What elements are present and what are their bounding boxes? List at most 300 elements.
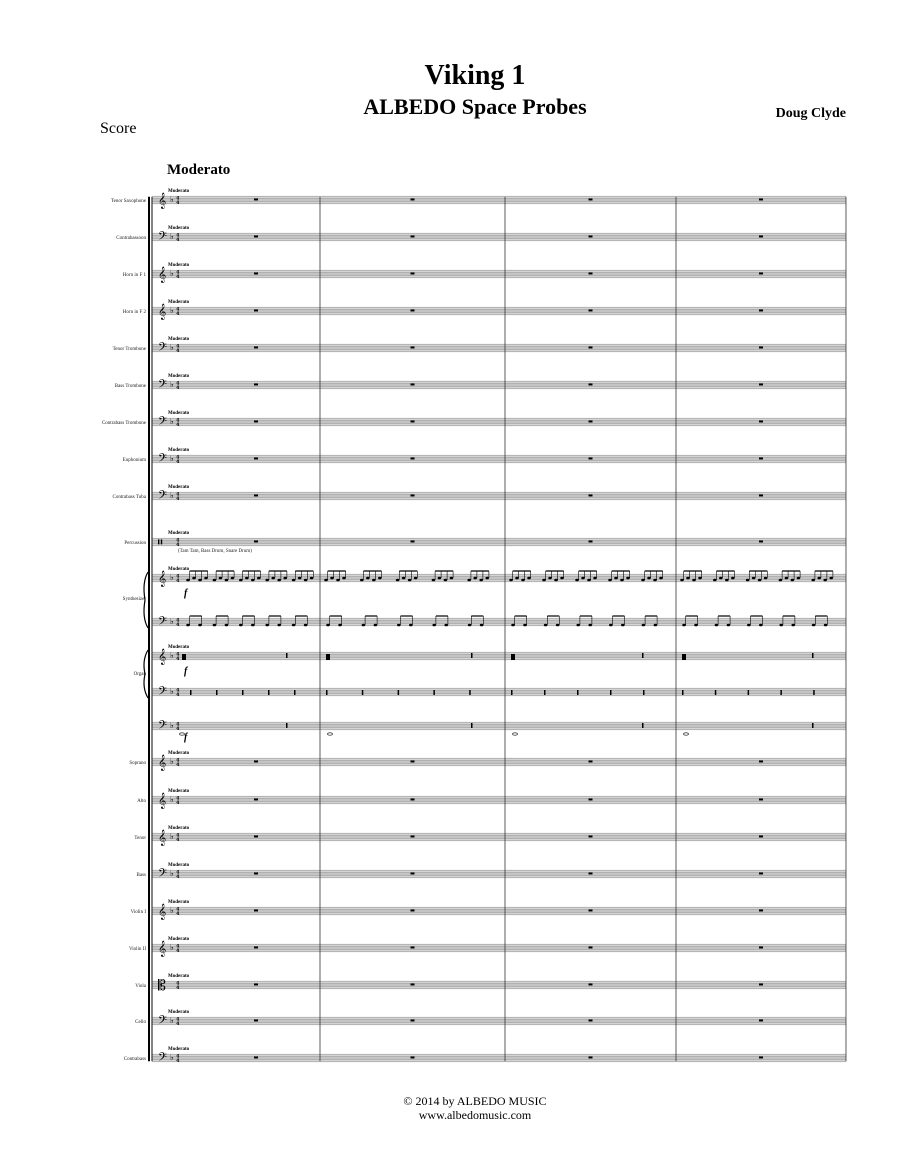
note-head	[467, 579, 471, 582]
note-head	[366, 577, 370, 580]
note-head	[779, 579, 783, 582]
whole-rest	[254, 761, 258, 763]
note-head	[719, 577, 723, 580]
note-head	[785, 577, 789, 580]
whole-rest	[759, 421, 763, 423]
clef-bass: 𝄢	[158, 1051, 168, 1067]
note-head	[521, 579, 525, 582]
note-head	[694, 624, 698, 627]
staff	[152, 719, 846, 743]
instrument-name: Euphonium	[122, 458, 146, 463]
dynamic-marking: f	[184, 732, 188, 743]
staff-tempo: Moderato	[168, 263, 190, 268]
rest	[715, 690, 717, 695]
whole-rest	[759, 910, 763, 912]
rest	[242, 690, 244, 695]
note-head	[715, 624, 719, 627]
staff	[134, 645, 846, 677]
whole-rest	[254, 984, 258, 986]
key-flat: ♭	[170, 269, 174, 278]
staff-tempo: Moderato	[168, 1010, 190, 1015]
whole-rest	[589, 947, 593, 949]
time-sig-bottom: 4	[176, 459, 180, 465]
page-footer	[0, 1094, 900, 1122]
key-flat: ♭	[170, 343, 174, 352]
whole-rest	[759, 799, 763, 801]
time-sig-top: 4	[176, 269, 180, 276]
note-head	[186, 579, 190, 582]
whole-rest	[759, 761, 763, 763]
instrument-name: Percussion	[124, 541, 146, 546]
note-head	[231, 577, 235, 580]
time-sig-top: 4	[176, 651, 180, 658]
time-sig-bottom: 4	[176, 422, 180, 428]
whole-rest	[411, 310, 415, 312]
clef-bass: 𝄢	[158, 415, 168, 431]
instrument-name: Horn in F 1	[122, 273, 146, 278]
staff-tempo: Moderato	[168, 1047, 190, 1052]
note-head	[372, 579, 376, 582]
whole-rest	[759, 310, 763, 312]
note-head	[342, 577, 346, 580]
whole-rest	[411, 458, 415, 460]
whole-rest	[589, 421, 593, 423]
note-head	[245, 577, 249, 580]
rest	[643, 690, 645, 695]
staff	[135, 974, 846, 994]
staff	[102, 411, 846, 431]
note-head	[378, 577, 382, 580]
time-sig-bottom: 4	[176, 348, 180, 354]
clef-bass: 𝄢	[158, 452, 168, 468]
note-head	[450, 577, 454, 580]
time-sig-top: 4	[176, 617, 180, 624]
note-head	[186, 624, 190, 627]
piece-title: Viking 1	[424, 60, 526, 91]
time-sig-top: 4	[176, 687, 180, 694]
whole-rest	[254, 836, 258, 838]
whole-rest	[759, 199, 763, 201]
note-head	[473, 577, 477, 580]
note-head	[746, 579, 750, 582]
rest	[471, 723, 473, 728]
note-head	[523, 624, 527, 627]
instrument-name: Violin II	[128, 947, 146, 952]
instrument-name: Bass Trombone	[114, 384, 146, 389]
note-head	[764, 577, 768, 580]
staff	[123, 448, 846, 468]
note-head	[797, 577, 801, 580]
note-head	[682, 624, 686, 627]
staff	[134, 826, 846, 846]
clef-alto: 𝄡	[158, 978, 166, 994]
clef-percussion: 𝄥	[158, 535, 163, 551]
instrument-name: Tenor	[134, 836, 146, 841]
whole-rest	[589, 836, 593, 838]
staff	[152, 615, 846, 631]
note-head	[812, 624, 816, 627]
staff	[124, 531, 846, 554]
whole-rest	[589, 1057, 593, 1059]
rest	[812, 723, 814, 728]
dynamic-marking: f	[184, 666, 188, 677]
note-head	[824, 624, 828, 627]
instrument-name: Horn in F 2	[122, 310, 146, 315]
whole-rest	[254, 1057, 258, 1059]
note-head	[239, 624, 243, 627]
note-head	[654, 624, 658, 627]
rest	[682, 690, 684, 695]
whole-rest	[411, 541, 415, 543]
note-head	[609, 624, 613, 627]
whole-rest	[254, 799, 258, 801]
whole-rest	[254, 421, 258, 423]
rest	[780, 690, 782, 695]
whole-rest	[589, 761, 593, 763]
key-flat: ♭	[170, 617, 174, 626]
note-head	[257, 577, 261, 580]
score-label: Score	[100, 120, 137, 137]
staff	[129, 751, 846, 771]
note-head	[402, 577, 406, 580]
whole-rest	[411, 910, 415, 912]
instrument-name: Organ	[133, 672, 146, 677]
note-head	[485, 577, 489, 580]
whole-rest	[254, 384, 258, 386]
time-sig-top: 4	[176, 943, 180, 950]
time-sig-top: 4	[176, 1053, 180, 1060]
note-head	[304, 624, 308, 627]
note-head	[292, 579, 296, 582]
note-head	[548, 577, 552, 580]
note-head	[432, 579, 436, 582]
staff-tempo: Moderato	[168, 531, 190, 536]
whole-rest	[759, 347, 763, 349]
whole-rest	[411, 873, 415, 875]
note-head	[479, 579, 483, 582]
note-head	[468, 624, 472, 627]
time-sig-top: 4	[176, 195, 180, 202]
rest	[748, 690, 750, 695]
staff-tempo: Moderato	[168, 863, 190, 868]
whole-rest	[411, 761, 415, 763]
time-sig-top: 4	[176, 795, 180, 802]
clef-bass: 𝄢	[158, 378, 168, 394]
note-head	[614, 577, 618, 580]
note-head	[283, 577, 287, 580]
note-head	[396, 579, 400, 582]
note-head	[408, 579, 412, 582]
staff-tempo: Moderato	[168, 789, 190, 794]
whole-rest	[254, 541, 258, 543]
whole-note	[684, 733, 689, 735]
time-sig-bottom: 4	[176, 1021, 180, 1027]
chord	[682, 654, 686, 660]
note-head	[277, 579, 281, 582]
note-head	[556, 624, 560, 627]
whole-rest	[411, 236, 415, 238]
key-flat: ♭	[170, 721, 174, 730]
whole-rest	[411, 495, 415, 497]
time-sig-top: 4	[176, 537, 180, 544]
time-sig-bottom: 4	[176, 311, 180, 317]
key-flat: ♭	[170, 573, 174, 582]
clef-bass: 𝄢	[158, 489, 168, 505]
time-sig-bottom: 4	[176, 496, 180, 502]
rest	[268, 690, 270, 695]
whole-rest	[759, 947, 763, 949]
clef-treble: 𝄞	[158, 571, 167, 587]
whole-rest	[254, 273, 258, 275]
copyright-notice: © 2014 by ALBEDO MUSIC	[403, 1094, 547, 1108]
note-head	[509, 579, 513, 582]
time-sig-bottom: 4	[176, 948, 180, 954]
whole-rest	[759, 273, 763, 275]
note-head	[642, 624, 646, 627]
instrument-name: Violin I	[130, 910, 146, 915]
whole-rest	[589, 236, 593, 238]
rest	[286, 723, 288, 728]
note-head	[438, 577, 442, 580]
instrument-name: Alto	[137, 799, 146, 804]
clef-treble: 𝄞	[158, 304, 167, 320]
rest	[544, 690, 546, 695]
key-flat: ♭	[170, 454, 174, 463]
note-head	[621, 624, 625, 627]
note-head	[725, 579, 729, 582]
staff	[123, 263, 846, 283]
note-head	[219, 577, 223, 580]
clef-treble: 𝄞	[158, 267, 167, 283]
note-head	[791, 624, 795, 627]
time-sig-bottom: 4	[176, 692, 180, 698]
rest	[294, 690, 296, 695]
whole-rest	[589, 384, 593, 386]
whole-rest	[589, 799, 593, 801]
whole-rest	[589, 273, 593, 275]
clef-bass: 𝄢	[158, 230, 168, 246]
note-head	[779, 624, 783, 627]
whole-rest	[254, 199, 258, 201]
publisher-url: www.albedomusic.com	[418, 1108, 532, 1122]
note-head	[292, 624, 296, 627]
time-sig-top: 4	[176, 869, 180, 876]
time-sig-bottom: 4	[176, 200, 180, 206]
whole-rest	[759, 458, 763, 460]
note-head	[515, 577, 519, 580]
note-head	[692, 579, 696, 582]
time-sig-top: 4	[176, 832, 180, 839]
whole-rest	[759, 836, 763, 838]
key-flat: ♭	[170, 832, 174, 841]
instrument-name: Bass	[136, 873, 146, 878]
note-head	[817, 577, 821, 580]
note-head	[204, 577, 208, 580]
whole-rest	[759, 1057, 763, 1059]
note-head	[791, 579, 795, 582]
time-sig-top: 4	[176, 454, 180, 461]
rest	[286, 653, 288, 658]
whole-note	[513, 733, 518, 735]
note-head	[360, 579, 364, 582]
whole-rest	[759, 1020, 763, 1022]
clef-treble: 𝄞	[158, 649, 167, 665]
whole-rest	[411, 799, 415, 801]
instrument-name: Contrabassoon	[116, 236, 146, 241]
clef-bass: 𝄢	[158, 1014, 168, 1030]
time-sig-bottom: 4	[176, 762, 180, 768]
clef-treble: 𝄞	[158, 193, 167, 209]
rest	[433, 690, 435, 695]
rest	[812, 653, 814, 658]
whole-rest	[411, 836, 415, 838]
whole-rest	[411, 347, 415, 349]
note-head	[198, 579, 202, 582]
whole-rest	[589, 347, 593, 349]
time-sig-top: 4	[176, 757, 180, 764]
time-sig-top: 4	[176, 306, 180, 313]
whole-rest	[254, 495, 258, 497]
note-head	[265, 579, 269, 582]
time-sig-top: 4	[176, 232, 180, 239]
note-head	[581, 577, 585, 580]
note-head	[593, 577, 597, 580]
whole-rest	[254, 910, 258, 912]
whole-rest	[759, 541, 763, 543]
note-head	[713, 579, 717, 582]
note-head	[444, 579, 448, 582]
staff-tempo: Moderato	[168, 937, 190, 942]
note-head	[544, 624, 548, 627]
staff-tempo: Moderato	[168, 974, 190, 979]
staff-tempo: Moderato	[168, 900, 190, 905]
note-head	[587, 579, 591, 582]
staff-tempo: Moderato	[168, 751, 190, 756]
whole-rest	[254, 873, 258, 875]
clef-bass: 𝄢	[158, 867, 168, 883]
key-flat: ♭	[170, 795, 174, 804]
whole-rest	[254, 236, 258, 238]
note-head	[747, 624, 751, 627]
note-head	[310, 577, 314, 580]
instrument-name: Cello	[135, 1020, 146, 1025]
time-sig-bottom: 4	[176, 656, 180, 662]
clef-bass: 𝄢	[158, 719, 168, 735]
note-head	[659, 577, 663, 580]
staff-tempo: Moderato	[168, 826, 190, 831]
staff-tempo: Moderato	[168, 448, 190, 453]
chord	[511, 654, 515, 660]
time-sig-top: 4	[176, 906, 180, 913]
whole-rest	[411, 273, 415, 275]
note-head	[225, 624, 229, 627]
whole-rest	[759, 384, 763, 386]
key-flat: ♭	[170, 687, 174, 696]
instrument-name: Viola	[135, 984, 146, 989]
whole-rest	[759, 236, 763, 238]
staff	[115, 374, 846, 394]
staff-tempo: Moderato	[168, 374, 190, 379]
whole-rest	[589, 984, 593, 986]
note-head	[680, 579, 684, 582]
staff	[137, 789, 846, 809]
staff-tempo: Moderato	[168, 567, 190, 572]
rest	[469, 690, 471, 695]
instrument-name: Contrabass	[123, 1057, 146, 1062]
whole-rest	[254, 310, 258, 312]
note-head	[239, 579, 243, 582]
key-flat: ♭	[170, 906, 174, 915]
staff	[113, 485, 846, 505]
note-head	[527, 577, 531, 580]
time-sig-top: 4	[176, 721, 180, 728]
time-sig-top: 4	[176, 343, 180, 350]
time-sig-bottom: 4	[176, 800, 180, 806]
time-sig-bottom: 4	[176, 274, 180, 280]
staff-tempo: Moderato	[168, 485, 190, 490]
staff	[137, 863, 846, 883]
staff	[131, 900, 846, 920]
key-flat: ♭	[170, 1016, 174, 1025]
staff	[152, 685, 846, 701]
time-sig-bottom: 4	[176, 985, 180, 991]
time-sig-bottom: 4	[176, 237, 180, 243]
composer-name: Doug Clyde	[775, 106, 846, 121]
note-head	[330, 577, 334, 580]
note-head	[192, 577, 196, 580]
note-head	[560, 577, 564, 580]
whole-rest	[589, 1020, 593, 1022]
key-flat: ♭	[170, 757, 174, 766]
key-flat: ♭	[170, 380, 174, 389]
whole-rest	[589, 495, 593, 497]
whole-rest	[759, 873, 763, 875]
staff	[129, 937, 846, 957]
note-head	[626, 577, 630, 580]
note-head	[575, 579, 579, 582]
key-flat: ♭	[170, 195, 174, 204]
note-head	[298, 577, 302, 580]
time-sig-top: 4	[176, 417, 180, 424]
whole-rest	[254, 1020, 258, 1022]
key-flat: ♭	[170, 1053, 174, 1062]
whole-rest	[411, 1020, 415, 1022]
note-head	[304, 579, 308, 582]
staff-tempo: Moderato	[168, 300, 190, 305]
staff-tempo: Moderato	[168, 226, 190, 231]
key-flat: ♭	[170, 869, 174, 878]
note-head	[641, 579, 645, 582]
note-head	[409, 624, 413, 627]
staff-brace	[144, 650, 148, 698]
note-head	[414, 577, 418, 580]
instrument-name: Tenor Trombone	[112, 347, 146, 352]
note-head	[213, 579, 217, 582]
note-head	[198, 624, 202, 627]
instrument-name: Soprano	[129, 761, 146, 766]
rest	[610, 690, 612, 695]
percussion-instruments: (Tam Tam, Bass Drum, Snare Drum)	[178, 549, 252, 554]
rest	[216, 690, 218, 695]
instrument-name: Contrabass Trombone	[101, 421, 146, 426]
staff	[123, 567, 846, 602]
note-head	[752, 577, 756, 580]
rest	[471, 653, 473, 658]
clef-treble: 𝄞	[158, 941, 167, 957]
note-head	[251, 579, 255, 582]
clef-bass: 𝄢	[158, 615, 168, 631]
rest	[577, 690, 579, 695]
